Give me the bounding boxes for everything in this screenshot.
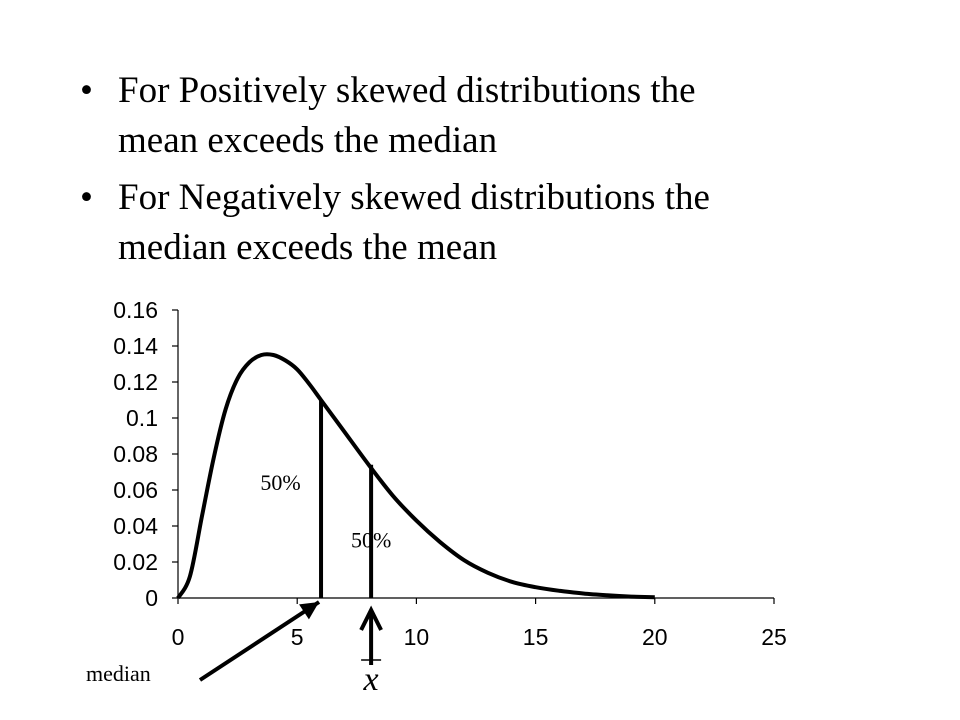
mean-symbol: x bbox=[363, 661, 379, 698]
median-arrow-head bbox=[299, 602, 319, 619]
y-tick-label: 0.02 bbox=[113, 549, 158, 575]
x-tick-label: 15 bbox=[522, 624, 549, 650]
curve-layer bbox=[178, 354, 655, 598]
y-tick-label: 0.1 bbox=[126, 405, 158, 431]
bullet-line: For Positively skewed distributions the bbox=[118, 70, 696, 111]
y-tick-label: 0 bbox=[145, 585, 158, 611]
x-tick-label: 0 bbox=[171, 624, 185, 650]
bullet-line: median exceeds the mean bbox=[118, 227, 498, 268]
annotation-label: 50% bbox=[260, 470, 301, 495]
y-tick-label: 0.12 bbox=[113, 369, 158, 395]
annotation-layer bbox=[86, 470, 391, 698]
bullet-line: For Negatively skewed distributions the bbox=[118, 177, 710, 218]
annotation-label: 50% bbox=[350, 527, 392, 553]
annotation-label: median bbox=[86, 660, 151, 686]
x-tick-label: 25 bbox=[761, 624, 787, 650]
x-tick-label: 5 bbox=[290, 624, 304, 650]
density-curve bbox=[178, 354, 655, 598]
y-tick-label: 0.08 bbox=[113, 441, 158, 467]
chart-axes bbox=[113, 297, 787, 650]
bullet-line: mean exceeds the median bbox=[118, 120, 498, 161]
bullet-dot: • bbox=[80, 177, 93, 218]
x-tick-label: 10 bbox=[403, 624, 430, 650]
y-tick-label: 0.06 bbox=[113, 477, 158, 503]
y-tick-label: 0.16 bbox=[113, 297, 158, 323]
x-tick-label: 20 bbox=[642, 624, 668, 650]
y-tick-label: 0.14 bbox=[113, 333, 158, 359]
bullet-dot: • bbox=[80, 70, 93, 111]
y-tick-label: 0.04 bbox=[113, 513, 158, 539]
